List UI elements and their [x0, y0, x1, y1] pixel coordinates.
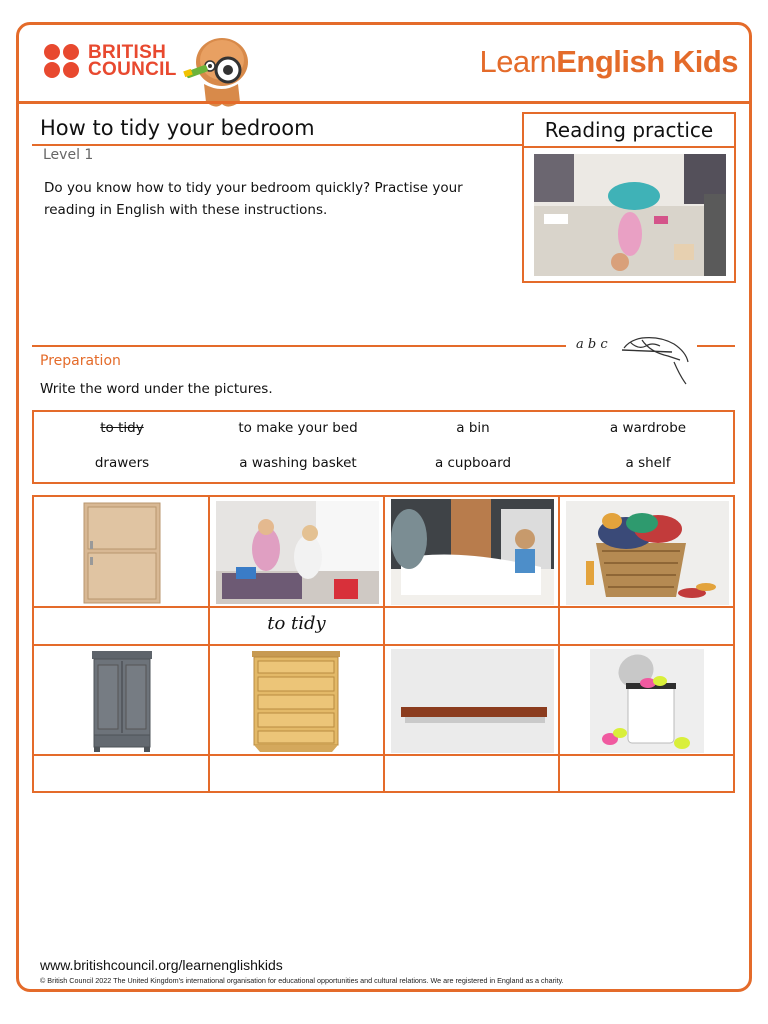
abc-writing-icon-group [574, 332, 694, 392]
preparation-divider [32, 345, 566, 347]
word-bank-item: to make your bed [238, 420, 358, 436]
picture-cell-wardrobe [34, 646, 210, 756]
washing-basket-picture [566, 501, 729, 605]
answer-cell[interactable] [210, 608, 385, 646]
mascot-icon [182, 32, 256, 112]
learnenglish-kids-logo [479, 44, 738, 80]
answer-cell[interactable] [385, 608, 560, 646]
cupboard-picture [82, 501, 162, 605]
word-bank [32, 410, 735, 484]
category-label: Reading practice [544, 118, 714, 142]
british-council-logo [44, 44, 177, 78]
category-box [522, 112, 736, 146]
answer-cell[interactable] [385, 756, 560, 793]
word-bank-item: a cupboard [434, 455, 512, 471]
wardrobe-picture [90, 649, 154, 753]
answer-cell[interactable] [560, 608, 735, 646]
intro-text: Do you know how to tidy your bedroom quickly? Practise your reading in English with these instructions. [44, 180, 463, 218]
footer-url-link[interactable]: www.britishcouncil.org/learnenglishkids [40, 957, 283, 973]
making-bed-picture [391, 499, 554, 605]
answer-text: to tidy [267, 613, 326, 634]
page-title: How to tidy your bedroom [40, 116, 315, 140]
lek-logo-learn: Learn [479, 44, 557, 79]
word-bank-item: a shelf [625, 455, 671, 471]
picture-grid [32, 495, 735, 793]
level-label: Level 1 [43, 147, 94, 163]
picture-cell-cupboard [34, 497, 210, 608]
picture-cell-make-bed [385, 497, 560, 608]
lek-logo-english-kids: English Kids [556, 44, 738, 79]
picture-cell-to-tidy [210, 497, 385, 608]
abc-text: a b c [576, 337, 608, 352]
title-box [32, 112, 522, 146]
preparation-heading: Preparation [40, 353, 121, 369]
messy-bedroom-photo [534, 154, 726, 276]
preparation-instruction: Write the word under the pictures. [40, 381, 273, 397]
answer-cell[interactable] [210, 756, 385, 793]
drawers-picture [250, 649, 342, 753]
word-bank-item: drawers [94, 455, 150, 471]
picture-cell-drawers [210, 646, 385, 756]
bin-picture [590, 649, 704, 753]
girls-tidying-picture [216, 501, 379, 604]
british-council-dots-icon [44, 44, 82, 78]
bc-logo-line2: COUNCIL [88, 59, 177, 80]
answer-cell[interactable] [34, 756, 210, 793]
word-bank-item: a wardrobe [609, 420, 687, 436]
picture-cell-shelf [385, 646, 560, 756]
word-bank-item: to tidy [100, 420, 144, 436]
answer-cell[interactable] [560, 756, 735, 793]
answer-cell[interactable] [34, 608, 210, 646]
header-divider [19, 101, 749, 104]
footer-copyright: © British Council 2022 The United Kingdom's international organisation for educational opportunities and cultural relations. We are registered in England as a charity. [40, 976, 564, 985]
picture-cell-bin [560, 646, 735, 756]
shelf-picture [391, 649, 554, 753]
word-bank-item: a bin [456, 420, 490, 436]
writing-hand-icon [620, 332, 690, 392]
preparation-divider-end [697, 345, 735, 347]
word-bank-item: a washing basket [239, 455, 357, 471]
bedroom-photo-frame [522, 146, 736, 283]
picture-cell-washing-basket [560, 497, 735, 608]
bc-logo-line1: BRITISH [88, 42, 167, 63]
